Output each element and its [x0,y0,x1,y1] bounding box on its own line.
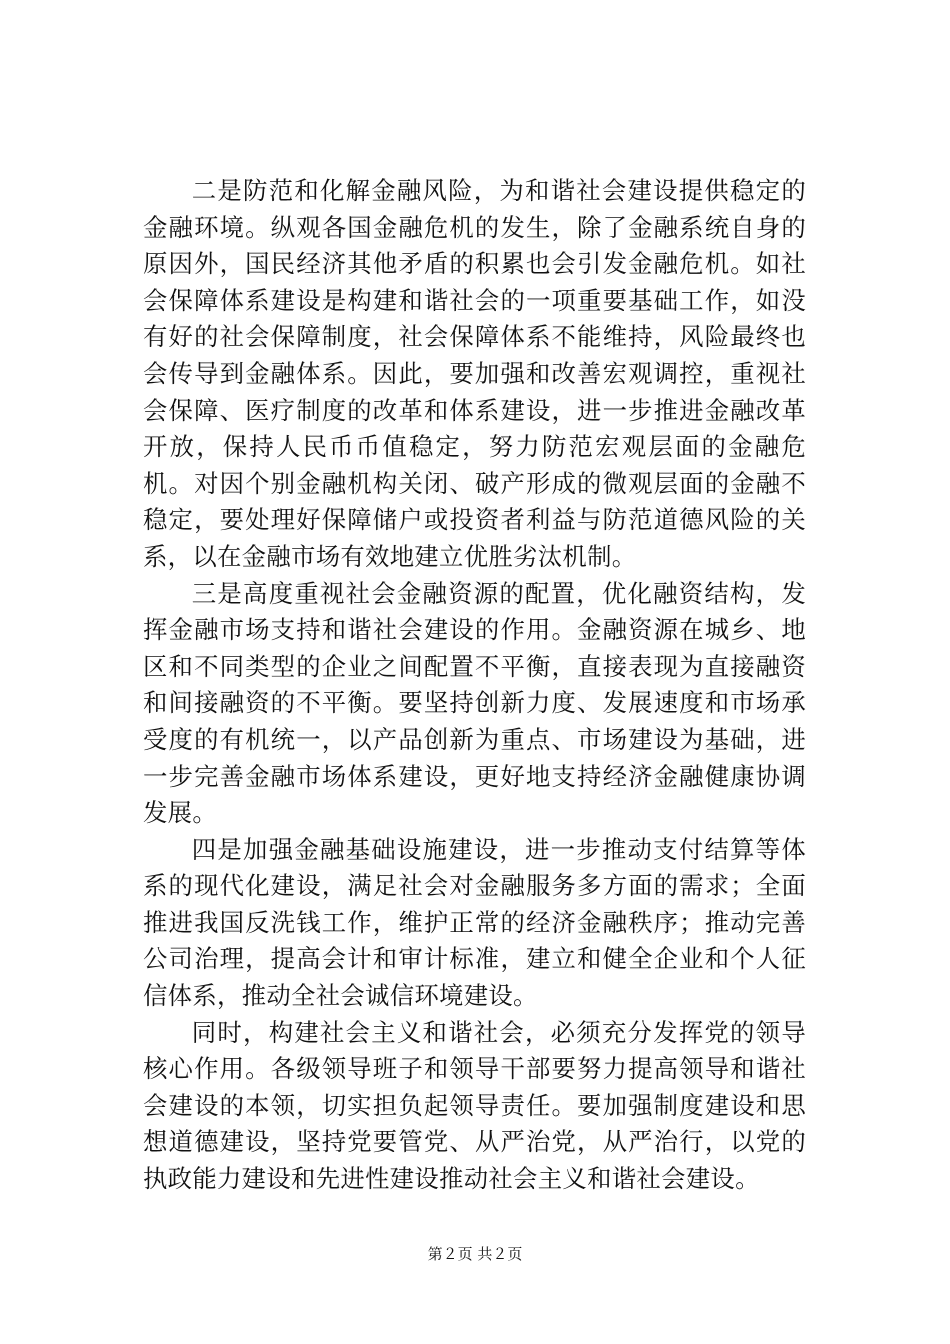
paragraph-financial-risk: 二是防范和化解金融风险，为和谐社会建设提供稳定的金融环境。纵观各国金融危机的发生，除了金融系统自身的原因外，国民经济其他矛盾的积累也会引发金融危机。如社会保障体系建设是构建和谐社会的一项重要基础工作，如没有好的社会保障制度，社会保障体系不能维持，风险最终也会传导到金融体系。因此，要加强和改善宏观调控，重视社会保障、医疗制度的改革和体系建设，进一步推进金融改革开放，保持人民币币值稳定，努力防范宏观层面的金融危机。对因个别金融机构关闭、破产形成的微观层面的金融不稳定，要处理好保障储户或投资者利益与防范道德风险的关系，以在金融市场有效地建立优胜劣汰机制。 [143,176,806,571]
paragraph-party-leadership: 同时，构建社会主义和谐社会，必须充分发挥党的领导核心作用。各级领导班子和领导干部要努力提高领导和谐社会建设的本领，切实担负起领导责任。要加强制度建设和思想道德建设，坚持党要管党、从严治党，从严治行，以党的执政能力建设和先进性建设推动社会主义和谐社会建设。 [143,1017,806,1194]
page-number-footer: 第２页 共２页 [427,1245,523,1263]
paragraph-infrastructure: 四是加强金融基础设施建设，进一步推动支付结算等体系的现代化建设，满足社会对金融服务多方面的需求；全面推进我国反洗钱工作，维护正常的经济金融秩序；推动完善公司治理，提高会计和审计标准，建立和健全企业和个人征信体系，推动全社会诚信环境建设。 [143,834,806,1011]
document-body [143,173,806,1198]
paragraph-resource-allocation: 三是高度重视社会金融资源的配置，优化融资结构，发挥金融市场支持和谐社会建设的作用。金融资源在城乡、地区和不同类型的企业之间配置不平衡，直接表现为直接融资和间接融资的不平衡。要坚持创新力度、发展速度和市场承受度的有机统一，以产品创新为重点、市场建设为基础，进一步完善金融市场体系建设，更好地支持经济金融健康协调发展。 [143,578,806,828]
